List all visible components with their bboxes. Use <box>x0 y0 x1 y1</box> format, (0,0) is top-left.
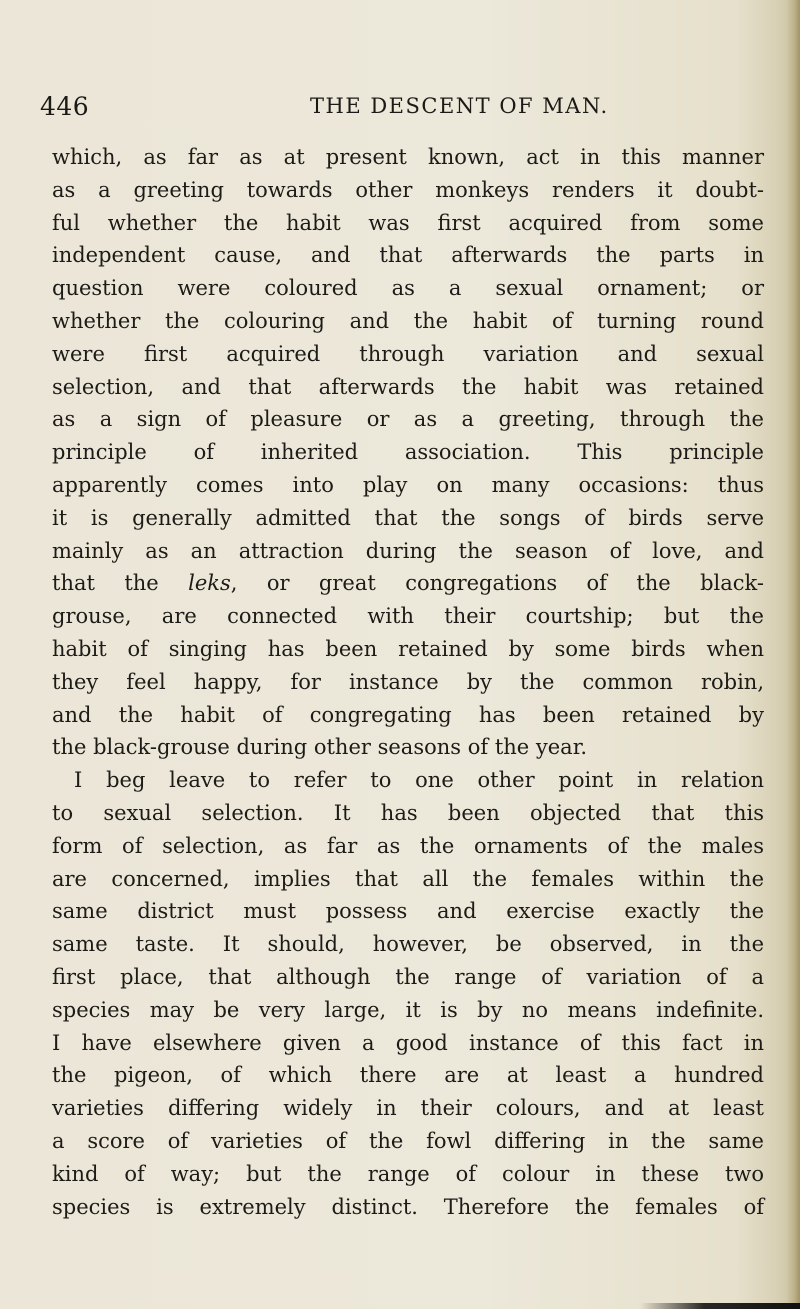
text-fragment: that the <box>52 571 189 596</box>
text-line: form of selection, as far as the ornaments of the males <box>52 833 764 858</box>
paragraph-end-line: the black-grouse during other seasons of the year. <box>52 735 588 760</box>
text-line: to sexual selection. It has been objected that this <box>52 800 764 825</box>
paragraph-start-line: I beg leave to refer to one other point in relation <box>74 768 764 793</box>
text-line: principle of inherited association. This principle <box>52 440 764 465</box>
text-line: species is extremely distinct. Therefore the females of <box>52 1194 764 1219</box>
text-line: were first acquired through variation and sexual <box>52 341 764 366</box>
text-line: same taste. It should, however, be observed, in the <box>52 932 764 957</box>
page-number: 446 <box>40 92 90 121</box>
text-line: habit of singing has been retained by some birds when <box>52 636 764 661</box>
text-line: it is generally admitted that the songs of birds serve <box>52 505 764 530</box>
text-line: first place, that although the range of variation of a <box>52 964 764 989</box>
text-fragment: , or great congregations of the black- <box>230 571 764 596</box>
text-line: whether the colouring and the habit of turning round <box>52 308 764 333</box>
body-text <box>52 141 764 1223</box>
text-line: they feel happy, for instance by the common robin, <box>52 669 764 694</box>
text-line: I have elsewhere given a good instance of this fact in <box>52 1030 764 1055</box>
text-line: apparently comes into play on many occasions: thus <box>52 472 764 497</box>
page-header <box>40 92 770 132</box>
text-line: as a sign of pleasure or as a greeting, through the <box>52 407 764 432</box>
text-line: mainly as an attraction during the season of love, and <box>52 538 764 563</box>
text-line: selection, and that afterwards the habit was retained <box>52 374 764 399</box>
text-line: the pigeon, of which there are at least a hundred <box>52 1063 764 1088</box>
text-line: question were coloured as a sexual ornament; or <box>52 276 764 301</box>
text-line: as a greeting towards other monkeys renders it doubt- <box>52 177 764 202</box>
page-corner-shadow <box>640 1303 800 1309</box>
text-line-with-italic <box>52 567 764 600</box>
text-line: and the habit of congregating has been retained by <box>52 702 764 727</box>
text-line: a score of varieties of the fowl differing in the same <box>52 1128 764 1153</box>
text-line: same district must possess and exercise exactly the <box>52 899 764 924</box>
page-edge-shadow <box>786 0 800 1309</box>
text-line: are concerned, implies that all the females within the <box>52 866 764 891</box>
text-line: varieties differing widely in their colours, and at least <box>52 1096 764 1121</box>
text-line: kind of way; but the range of colour in these two <box>52 1161 764 1186</box>
running-head: THE DESCENT OF MAN. <box>310 94 609 118</box>
text-line: ful whether the habit was first acquired from some <box>52 210 764 235</box>
text-line: grouse, are connected with their courtship; but the <box>52 604 764 629</box>
text-line: independent cause, and that afterwards the parts in <box>52 243 764 268</box>
text-line: which, as far as at present known, act in this manner <box>52 145 764 169</box>
italic-term-leks: leks <box>188 571 231 596</box>
text-line: species may be very large, it is by no means indefinite. <box>52 997 764 1022</box>
